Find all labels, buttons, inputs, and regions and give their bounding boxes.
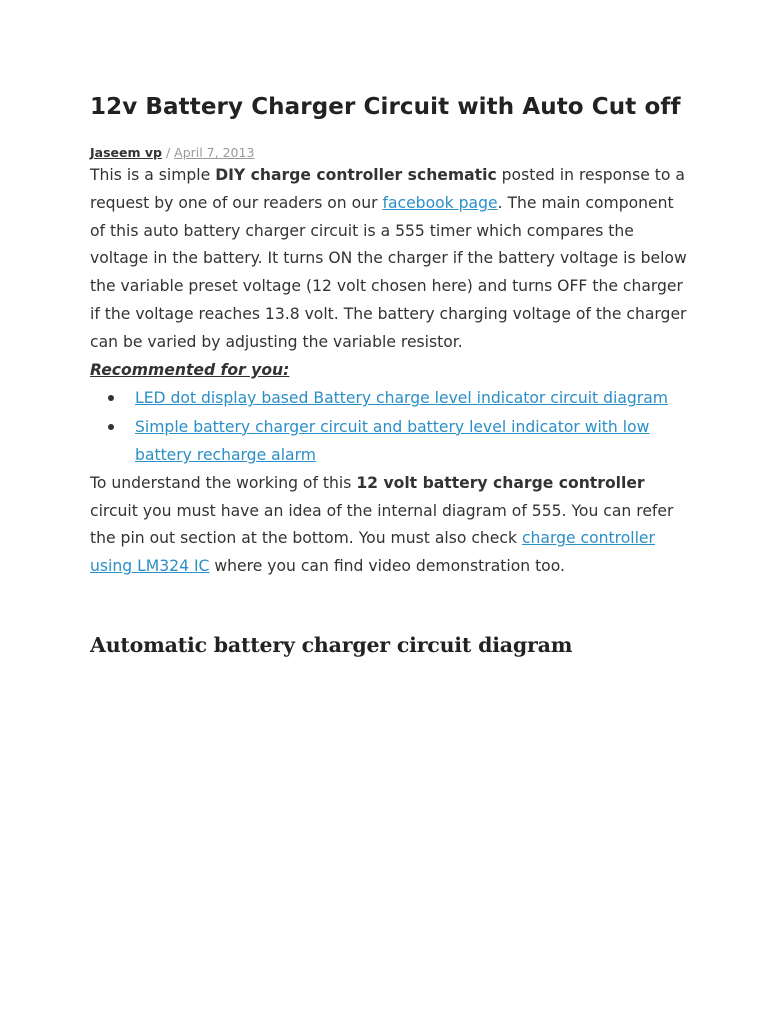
intro-paragraph [90,162,690,357]
recommended-heading: Recommented for you: [90,360,290,379]
date-link[interactable]: April 7, 2013 [174,145,255,160]
bullet-icon [108,424,114,430]
body-text-1: To understand the working of this [90,473,357,492]
article-meta [90,144,690,162]
list-item [135,384,690,413]
author-link[interactable]: Jaseem vp [90,145,162,160]
body-bold-1: 12 volt battery charge controller [356,473,645,492]
recommended-list [90,384,690,470]
article-title: 12v Battery Charger Circuit with Auto Cut off [90,94,681,120]
article [90,92,690,659]
recommended-link-led-dot-display[interactable]: LED dot display based Battery charge level indicator circuit diagram [135,389,668,408]
body-paragraph [90,470,690,581]
body-text-3: where you can find video demonstration too. [209,557,565,576]
intro-text-3: . The main component of this auto battery charger circuit is a 555 timer which compares the voltage in the battery. It turns ON the charger if the battery voltage is below the variable preset voltage (12 volt chosen here) and turns OFF the charger if the voltage reaches 13.8 volt. The battery charging voltage of the charger can be varied by adjusting the variable resistor. [90,193,687,351]
intro-bold-1: DIY charge controller schematic [215,166,497,184]
intro-text-1: This is a simple [90,166,216,184]
body-text-2: circuit you must have an idea of the internal diagram of 555. You can refer the pin out section at the bottom. You must also check [90,501,674,548]
facebook-page-link[interactable]: facebook page [382,193,498,212]
intro-text-2: posted in response to a request by one of our readers on our [90,166,685,212]
meta-separator: / [161,145,175,160]
recommended-link-simple-battery-charger[interactable]: Simple battery charger circuit and battery level indicator with low battery recharge alarm [135,417,650,465]
bullet-icon [108,395,114,401]
section-heading: Automatic battery charger circuit diagram [90,633,573,658]
list-item [135,413,690,470]
lm324-charge-controller-link[interactable]: charge controller using LM324 IC [90,529,655,576]
